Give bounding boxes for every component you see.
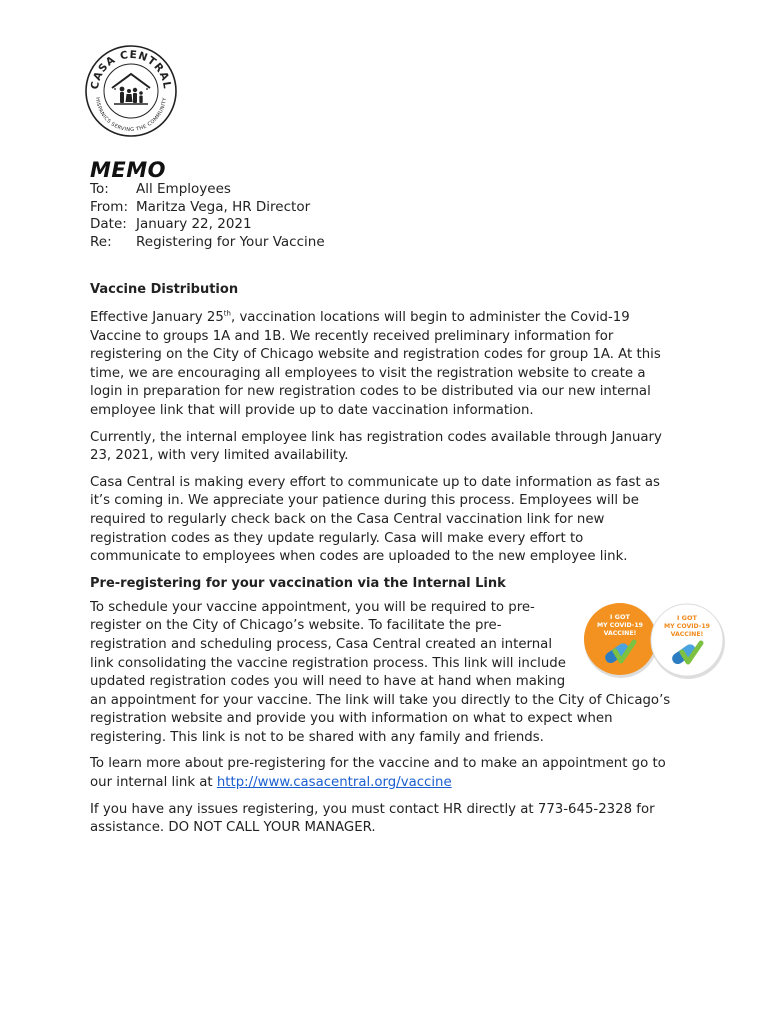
from-label: From: [90,198,128,215]
paragraph-schedule-appointment: To schedule your vaccine appointment, you will be required to pre-register on the City of Chicago’s website. To facilitate the pre-registration and scheduling process, Casa Central created an internal link consolidating the vaccine registration process. This link will include updated registration codes you will need to have at hand when making an appointment for your vaccine. The link will take you directly to the City of Chicago’s registration website and provide you with information on what to expect when registering. This link is not to be shared with any family and friends. [90,599,671,745]
memo-header [90,181,325,251]
logo-name: CASA CENTRAL [88,48,174,91]
re-label: Re: [90,233,112,250]
paragraph-learn-more: To learn more about pre-registering for the vaccine and to make an appointment go to our internal link at http://www.casacentral.org/vaccine [90,756,666,791]
svg-text:MY COVID-19: MY COVID-19 [664,622,710,630]
from-value: Maritza Vega, HR Director [136,198,311,215]
paragraph-availability: Currently, the internal employee link has registration codes available through January 23, 2021, with very limited availability. [90,429,662,464]
svg-text:VACCINE!: VACCINE! [670,630,704,638]
date-value: January 22, 2021 [136,216,252,232]
vaccine-link[interactable]: http://www.casacentral.org/vaccine [216,775,452,791]
paragraph-effective-date: Effective January 25th, vaccination locations will begin to administer the Covid-19 Vaccine to groups 1A and 1B. We recently received preliminary information for registering on the City of Chicago website and registration codes for group 1A. At this time, we are encouraging all employees to visit the registration website to create a login in preparation for new registration codes to be distributed via our new internal employee link that will provide up to date vaccination information. [90,309,661,418]
date-label: Date: [90,216,127,232]
memo-date-row [90,216,325,234]
memo-body [90,281,710,846]
svg-text:I GOT: I GOT [677,613,697,622]
section-heading-vaccine-distribution: Vaccine Distribution [90,282,239,297]
memo-re-row [90,234,325,252]
memo-from-row [90,199,325,217]
svg-text:MY COVID-19: MY COVID-19 [597,621,643,629]
white-vaccine-sticker [648,601,728,681]
to-value: All Employees [136,181,231,197]
re-value: Registering for Your Vaccine [136,233,325,250]
svg-text:VACCINE!: VACCINE! [603,629,637,637]
memo-title: MEMO [90,158,166,182]
memo-to-row [90,181,325,199]
paragraph-communication: Casa Central is making every effort to communicate up to date information as fast as it’s coming in. We appreciate your patience during this process. Employees will be required to regularly check back on the Casa Central vaccination link for new registration codes as they update regularly. Casa will make every effort to communicate to employees when codes are uploaded to the new employee link. [90,474,660,565]
casa-central-logo [84,44,178,138]
svg-text:CASA CENTRAL [89,49,173,90]
paragraph-contact-hr: If you have any issues registering, you must contact HR directly at 773-645-2328 for assistance. DO NOT CALL YOUR MANAGER. [90,801,655,836]
logo-tagline: HISPANICS SERVING THE COMMUNITY [93,97,169,134]
to-label: To: [90,181,109,197]
svg-text:I GOT: I GOT [610,612,630,621]
section-heading-pre-registering: Pre-registering for your vaccination via the Internal Link [90,575,506,591]
vaccine-stickers-image [582,599,730,681]
